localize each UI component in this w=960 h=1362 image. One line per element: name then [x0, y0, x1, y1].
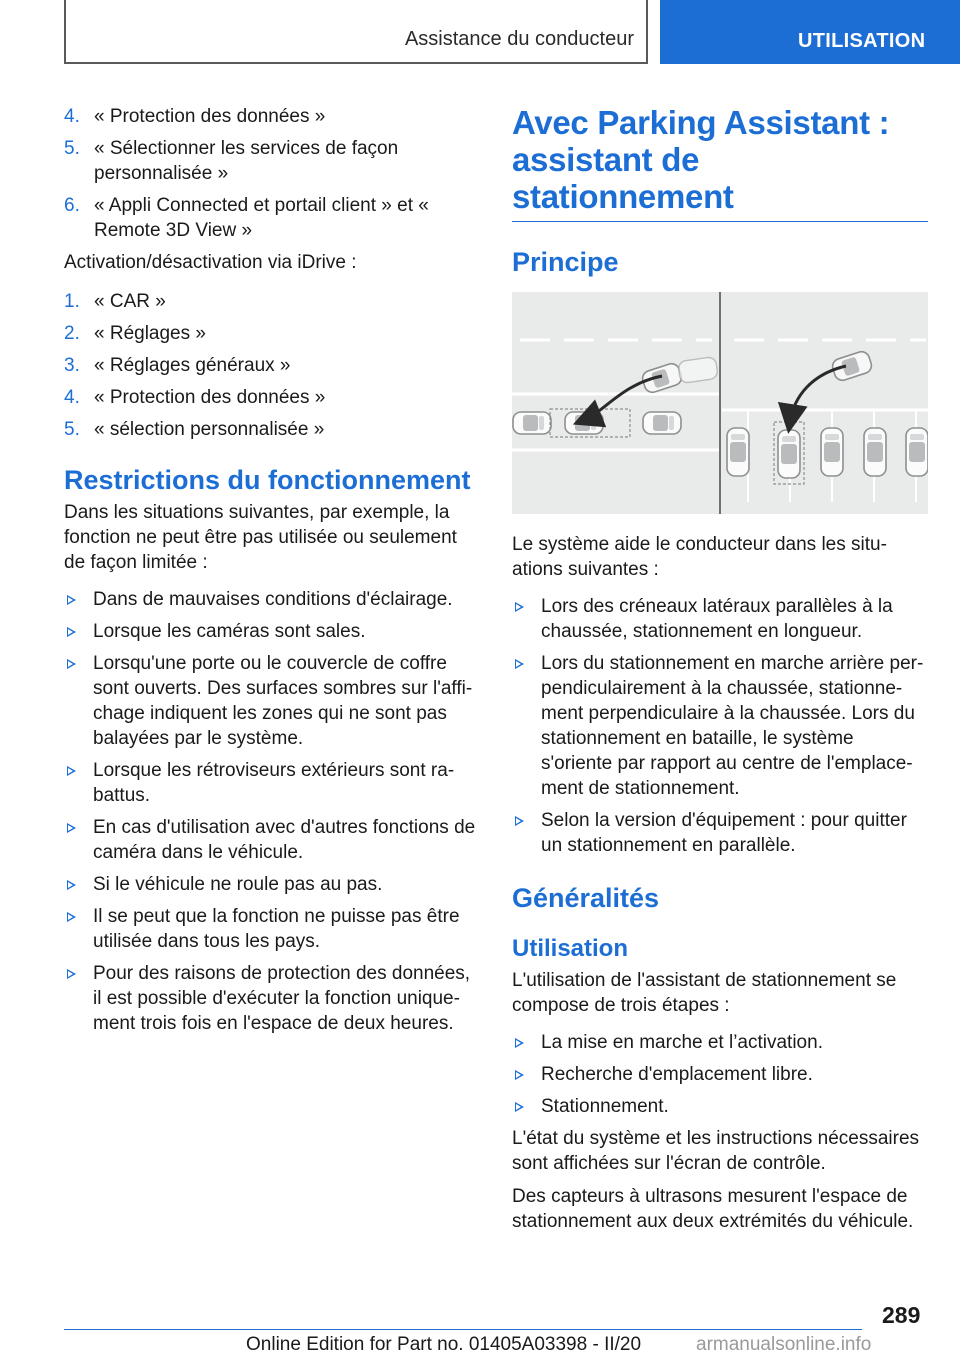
bullet-triangle-icon [515, 602, 524, 612]
restrictions-intro: Dans les situations suivantes, par exemple, la fonction ne peut être pas utilisée ou seulement de façon limitée : [64, 502, 457, 573]
bullet-triangle-icon [67, 595, 76, 605]
list-item-text: Lors du stationnement en marche arrière perpendiculairement à la chaussée, stationnement perpendiculaire à la chaussée. Lors du stationnement en bataille, le système s'oriente par rapport au centre de l'emplacement de stationnement. [541, 653, 924, 799]
utilisation-list [512, 1030, 928, 1119]
parked-car [643, 412, 681, 434]
step-text: « CAR » [94, 291, 166, 312]
step-item [64, 385, 480, 410]
bullet-triangle-icon [67, 969, 76, 979]
list-item-text: Lorsque les rétroviseurs extérieurs sont rabattus. [93, 760, 455, 806]
page-number: 289 [882, 1302, 921, 1328]
header-section-box [64, 0, 648, 64]
right-column [512, 104, 928, 1241]
list-item [64, 619, 480, 644]
idrive-intro: Activation/désactivation via iDrive : [64, 252, 357, 273]
step-number: 2. [64, 323, 80, 344]
paragraph: L'état du système et les instructions nécessaires sont affichées sur l'écran de contrôle. [512, 1128, 920, 1174]
bullet-triangle-icon [67, 823, 76, 833]
list-item [64, 587, 480, 612]
step-text: « Sélectionner les services de façon personnalisée » [94, 138, 399, 184]
bullet-triangle-icon [515, 659, 524, 669]
step-number: 1. [64, 291, 80, 312]
list-item-text: Stationnement. [541, 1096, 669, 1117]
list-item [512, 1062, 928, 1087]
step-item [64, 136, 480, 186]
list-item [64, 904, 480, 954]
step-text: « Appli Connected et portail client » et « Remote 3D View » [94, 195, 429, 241]
parked-car-ghost [778, 430, 800, 478]
list-item-text: Recherche d'emplacement libre. [541, 1064, 813, 1085]
step-item [64, 193, 480, 243]
parked-car [821, 428, 843, 476]
step-text: « Protection des données » [94, 387, 326, 408]
list-item-text: Lorsque les caméras sont sales. [93, 621, 366, 642]
edition-text: Online Edition for Part no. 01405A03398 - II/20 [246, 1334, 642, 1355]
bullet-triangle-icon [67, 659, 76, 669]
step-number: 3. [64, 355, 80, 376]
step-number: 4. [64, 387, 80, 408]
bullet-triangle-icon [67, 912, 76, 922]
step-item [64, 353, 480, 378]
step-item [64, 104, 480, 129]
list-item [512, 1030, 928, 1055]
principe-intro: Le système aide le conducteur dans les situations suivantes : [512, 534, 887, 580]
bullet-triangle-icon [67, 880, 76, 890]
restrictions-list [64, 587, 480, 1036]
generalites-heading: Généralités [512, 883, 660, 913]
list-item [64, 758, 480, 808]
bullet-triangle-icon [515, 816, 524, 826]
list-item [64, 872, 480, 897]
list-item-text: La mise en marche et l’activation. [541, 1032, 823, 1053]
step-number: 5. [64, 138, 80, 159]
list-item [512, 651, 928, 801]
steps-list-a [64, 104, 480, 243]
utilisation-heading: Utilisation [512, 935, 629, 962]
list-item-text: Selon la version d'équipement : pour quitter un stationnement en parallèle. [541, 810, 907, 856]
step-text: « Réglages » [94, 323, 206, 344]
step-text: « sélection personnalisée » [94, 419, 325, 440]
bullet-triangle-icon [515, 1102, 524, 1112]
list-item-text: Lorsqu'une porte ou le couvercle de coffre sont ouverts. Des surfaces sombres sur l'affichage indiquent les zones qui ne sont pas balayées par le système. [93, 653, 473, 749]
list-item-text: Dans de mauvaises conditions d'éclairage. [93, 589, 453, 610]
paragraph: Des capteurs à ultrasons mesurent l'espace de stationnement aux deux extrémités du véhicule. [512, 1186, 914, 1232]
footer-rule [64, 1329, 862, 1330]
utilisation-intro: L'utilisation de l'assistant de stationnement se compose de trois étapes : [512, 970, 897, 1016]
list-item [512, 1094, 928, 1119]
step-text: « Protection des données » [94, 106, 326, 127]
watermark-text: armanualsonline.info [696, 1334, 872, 1355]
steps-list-b [64, 289, 480, 442]
left-column [64, 104, 480, 1043]
parked-car-ghost [565, 412, 603, 434]
list-item [64, 961, 480, 1036]
list-item-text: Il se peut que la fonction ne puisse pas être utilisée dans tous les pays. [93, 906, 460, 952]
list-item [512, 594, 928, 644]
bullet-triangle-icon [67, 627, 76, 637]
list-item-text: Si le véhicule ne roule pas au pas. [93, 874, 383, 895]
maneuvering-car-ghost [678, 356, 719, 383]
principe-list [512, 594, 928, 858]
step-text: « Réglages généraux » [94, 355, 291, 376]
parked-car [906, 428, 928, 476]
bullet-triangle-icon [515, 1070, 524, 1080]
list-item [64, 651, 480, 751]
main-heading: Avec Parking Assistant : assistant de stationnement [512, 104, 928, 222]
parked-car [513, 412, 551, 434]
bullet-triangle-icon [515, 1038, 524, 1048]
step-number: 4. [64, 106, 80, 127]
step-number: 6. [64, 195, 80, 216]
header-section-title: Assistance du conducteur [404, 28, 634, 50]
restrictions-heading: Restrictions du fonctionnement [64, 465, 471, 495]
header-chapter-tab [660, 0, 960, 64]
step-item [64, 289, 480, 314]
list-item-text: En cas d'utilisation avec d'autres fonctions de caméra dans le véhicule. [93, 817, 476, 863]
parking-illustration [512, 292, 928, 514]
list-item [64, 815, 480, 865]
list-item-text: Pour des raisons de protection des données, il est possible d'exécuter la fonction uniquement trois fois en l'espace de deux heures. [93, 963, 471, 1034]
step-item [64, 321, 480, 346]
bullet-triangle-icon [67, 766, 76, 776]
list-item-text: Lors des créneaux latéraux parallèles à la chaussée, stationnement en longueur. [541, 596, 893, 642]
chapter-tab-label: UTILISATION [798, 30, 926, 52]
principe-heading: Principe [512, 247, 619, 277]
step-number: 5. [64, 419, 80, 440]
parked-car [864, 428, 886, 476]
parked-car [727, 428, 749, 476]
step-item [64, 417, 480, 442]
list-item [512, 808, 928, 858]
